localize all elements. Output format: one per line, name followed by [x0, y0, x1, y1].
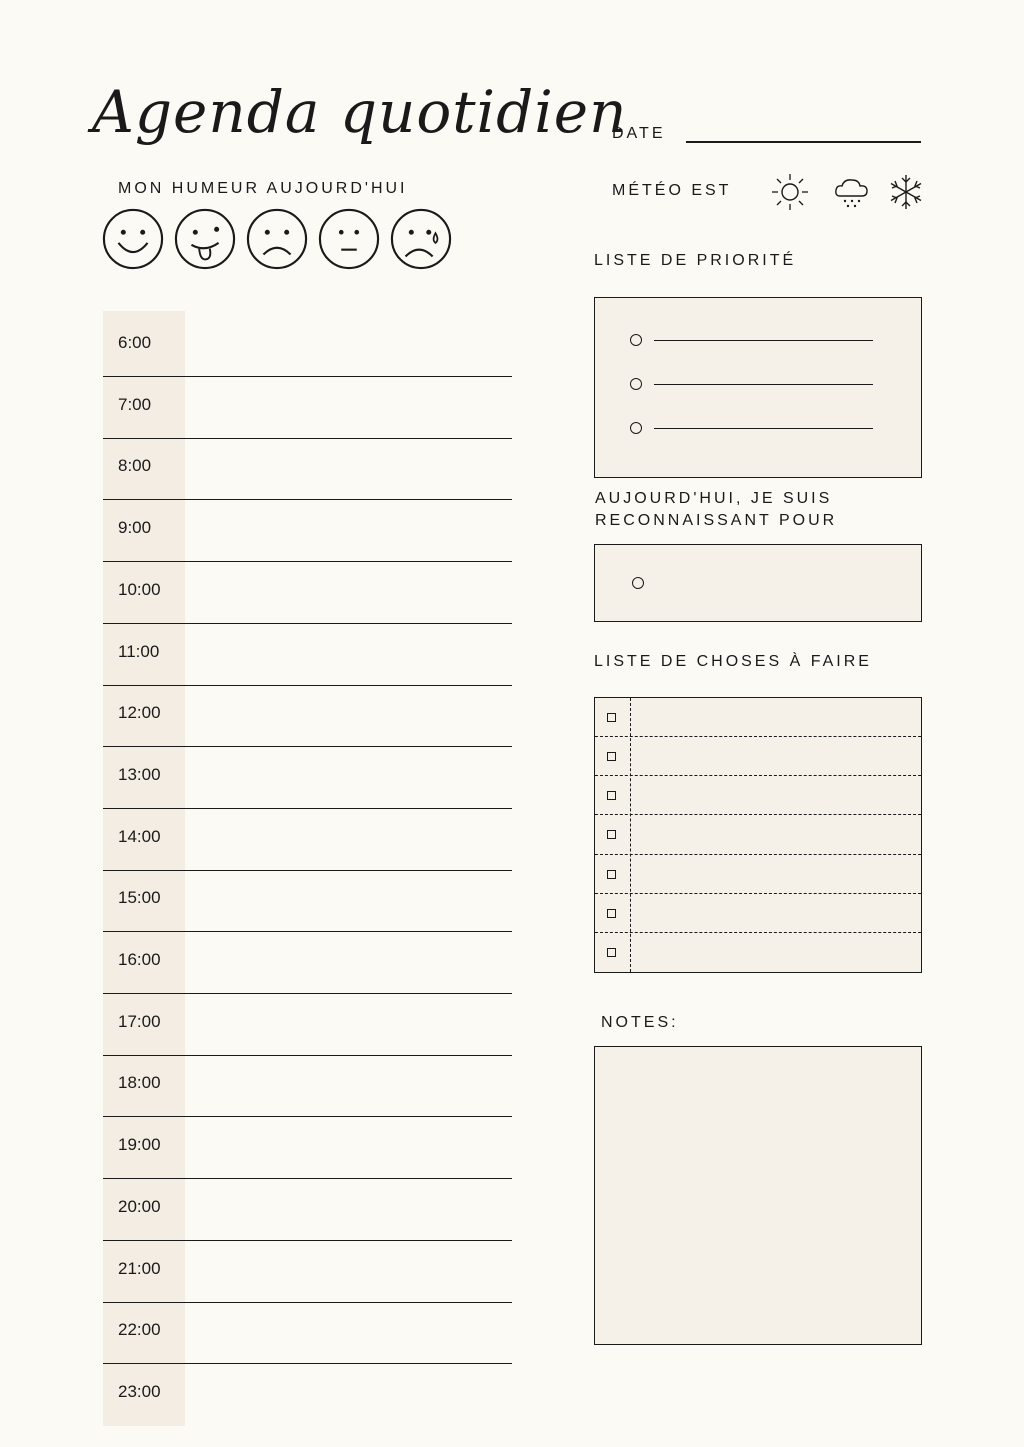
time-slot-line[interactable]	[103, 870, 512, 871]
priority-item[interactable]	[630, 334, 873, 346]
notes-area[interactable]	[594, 1046, 922, 1345]
tongue-face-icon[interactable]	[174, 208, 236, 270]
time-slot-line[interactable]	[103, 499, 512, 500]
notes-label: NOTES:	[601, 1014, 679, 1031]
time-slot-line[interactable]	[103, 376, 512, 377]
todo-checkbox[interactable]	[607, 870, 616, 879]
todo-row[interactable]	[595, 855, 921, 894]
snowflake-icon[interactable]	[886, 172, 926, 212]
crying-face-icon[interactable]	[390, 208, 452, 270]
time-slot-label: 21:00	[118, 1258, 161, 1278]
time-slot-label: 19:00	[118, 1135, 161, 1155]
time-slot-line[interactable]	[103, 1240, 512, 1241]
time-slot-label: 13:00	[118, 764, 161, 784]
priority-item[interactable]	[630, 422, 873, 434]
todo-checkbox[interactable]	[607, 948, 616, 957]
priority-item[interactable]	[630, 378, 873, 390]
time-slot-label: 14:00	[118, 826, 161, 846]
todo-row[interactable]	[595, 776, 921, 815]
time-slot-line[interactable]	[103, 685, 512, 686]
mood-selector	[102, 208, 452, 270]
time-slot-line[interactable]	[103, 746, 512, 747]
radio-circle-icon[interactable]	[630, 422, 642, 434]
time-slot-line[interactable]	[103, 1055, 512, 1056]
todo-row[interactable]	[595, 933, 921, 972]
time-slot-line[interactable]	[103, 993, 512, 994]
date-input-line[interactable]	[686, 141, 921, 143]
happy-face-icon[interactable]	[102, 208, 164, 270]
radio-circle-icon[interactable]	[630, 334, 642, 346]
time-slot-label: 15:00	[118, 888, 161, 908]
time-slot-line[interactable]	[103, 931, 512, 932]
gratitude-label-line1: AUJOURD'HUI, JE SUIS	[595, 490, 833, 507]
todo-row[interactable]	[595, 737, 921, 776]
time-slot-label: 18:00	[118, 1073, 161, 1093]
time-slot-label: 10:00	[118, 579, 161, 599]
priority-text-line[interactable]	[654, 384, 873, 385]
date-label: DATE	[612, 125, 666, 142]
priority-text-line[interactable]	[654, 428, 873, 429]
time-slot-label: 9:00	[118, 518, 152, 538]
todo-checkbox[interactable]	[607, 713, 616, 722]
time-slot-label: 23:00	[118, 1381, 161, 1401]
time-slot-line[interactable]	[103, 1363, 512, 1364]
time-slot-label: 8:00	[118, 456, 152, 476]
weather-label: MÉTÉO EST	[612, 182, 732, 199]
time-slot-line[interactable]	[103, 561, 512, 562]
rain-cloud-icon[interactable]	[832, 172, 872, 212]
gratitude-label-line2: RECONNAISSANT POUR	[595, 512, 838, 529]
sun-icon[interactable]	[770, 172, 810, 212]
time-slot-label: 11:00	[118, 641, 160, 661]
time-slot-label: 22:00	[118, 1320, 161, 1340]
todo-checkbox[interactable]	[607, 752, 616, 761]
time-slot-line[interactable]	[103, 1178, 512, 1179]
time-slot-label: 20:00	[118, 1196, 161, 1216]
time-slot-label: 6:00	[118, 333, 152, 352]
todo-checkbox[interactable]	[607, 830, 616, 839]
radio-circle-icon[interactable]	[630, 378, 642, 390]
time-slot-label: 7:00	[118, 394, 152, 414]
neutral-face-icon[interactable]	[318, 208, 380, 270]
time-slot-line[interactable]	[103, 1302, 512, 1303]
time-slot-label: 17:00	[118, 1011, 161, 1031]
todo-checkbox[interactable]	[607, 909, 616, 918]
time-slot-line[interactable]	[103, 438, 512, 439]
priority-text-line[interactable]	[654, 340, 873, 341]
time-slot-label: 16:00	[118, 950, 161, 969]
todo-list-box	[594, 697, 922, 973]
todo-checkbox[interactable]	[607, 791, 616, 800]
todo-row[interactable]	[595, 698, 921, 737]
page-title: Agenda quotidien	[92, 78, 628, 146]
todo-row[interactable]	[595, 815, 921, 854]
priority-label: LISTE DE PRIORITÉ	[594, 252, 797, 269]
time-slot-line[interactable]	[103, 1116, 512, 1117]
todo-label: LISTE DE CHOSES À FAIRE	[594, 653, 872, 670]
time-slot-line[interactable]	[103, 623, 512, 624]
radio-circle-icon[interactable]	[632, 577, 644, 589]
mood-label: MON HUMEUR AUJOURD'HUI	[118, 180, 408, 197]
sad-face-icon[interactable]	[246, 208, 308, 270]
time-slot-label: 12:00	[118, 703, 161, 723]
todo-row[interactable]	[595, 894, 921, 933]
time-slot-line[interactable]	[103, 808, 512, 809]
